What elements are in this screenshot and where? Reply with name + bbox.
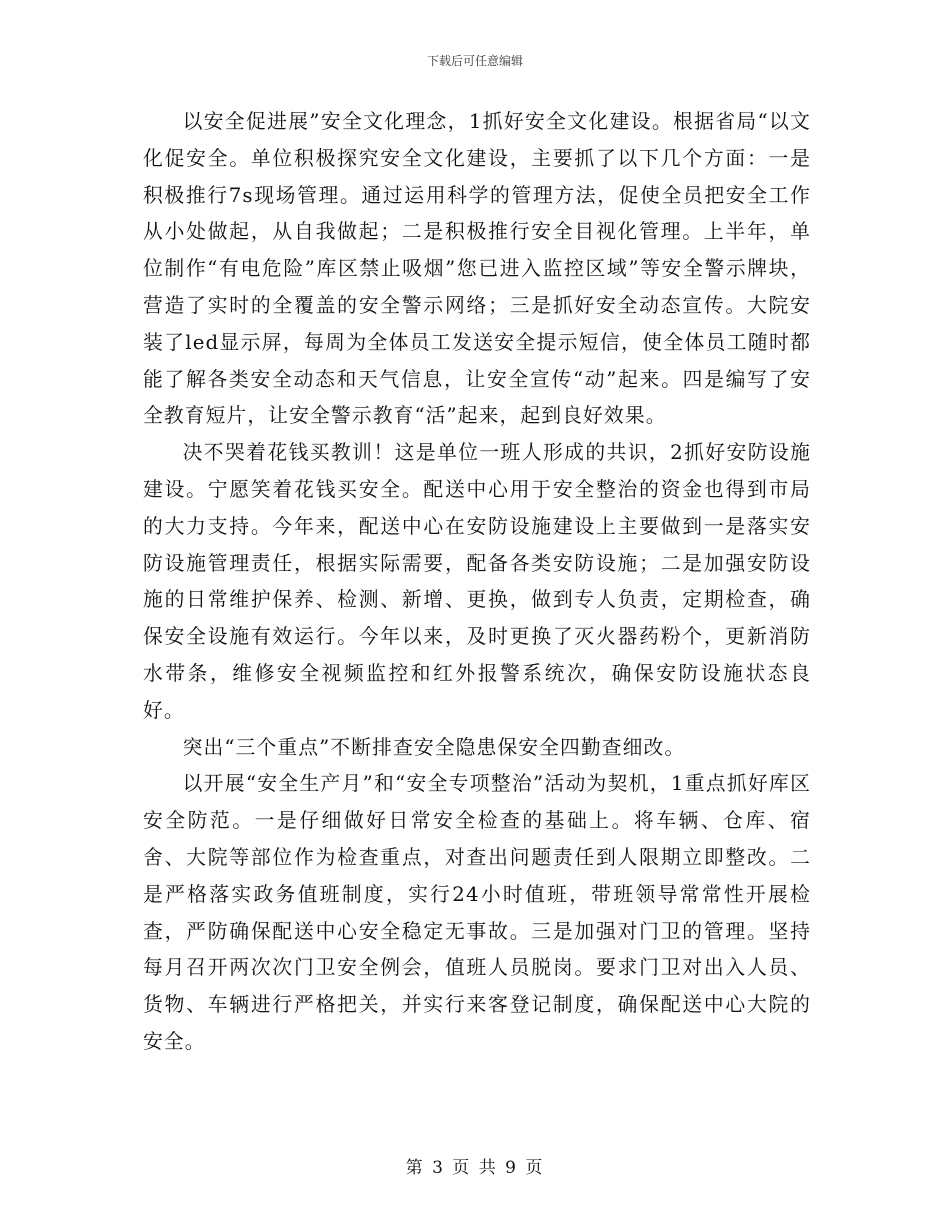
page-number: 第 3 页 共 9 页 bbox=[405, 1158, 545, 1178]
paragraph-security-facilities: 决不哭着花钱买教训！这是单位一班人形成的共识，2抓好安防设施建设。宁愿笑着花钱买安全。配送中心用于安全整治的资金也得到市局的大力支持。今年来，配送中心在安防设施建设上主要做到一是落实安防设施管理责任，根据实际需要，配备各类安防设施；二是加强安防设施的日常维护保养、检测、新增、更换，做到专人负责，定期检查，确保安全设施有效运行。今年以来，及时更换了灭火器药粉个，更新消防水带条，维修安全视频监控和红外报警系统次，确保安防设施状态良好。 bbox=[143, 441, 811, 722]
paragraph-three-key-points: 突出“三个重点”不断排查安全隐患保安全四勤查细改。 bbox=[182, 735, 686, 759]
page-header: 下载后可任意编辑 bbox=[426, 54, 523, 68]
paragraph-safety-culture: 以安全促进展”安全文化理念，1抓好安全文化建设。根据省局“以文化促安全。单位积极探究安全文化建设，主要抓了以下几个方面：一是积极推行7s现场管理。通过运用科学的管理方法，促使全员把安全工作从小处做起，从自我做起；二是积极推行安全目视化管理。上半年，单位制作“有电危险”库区禁止吸烟”您已进入监控区域”等安全警示牌块，营造了实时的全覆盖的安全警示网络；三是抓好安全动态宣传。大院安装了led显示屏，每周为全体员工发送安全提示短信，使全体员工随时都能了解各类安全动态和天气信息，让安全宣传“动”起来。四是编写了安全教育短片，让安全警示教育“活”起来，起到良好效果。 bbox=[143, 110, 811, 428]
document-body bbox=[143, 104, 811, 1061]
paragraph-warehouse-security: 以开展“安全生产月”和“安全专项整治”活动为契机，1重点抓好库区安全防范。一是仔细做好日常安全检查的基础上。将车辆、仓库、宿舍、大院等部位作为检查重点，对查出问题责任到人限期立即整改。二是严格落实政务值班制度，实行24小时值班，带班领导常常性开展检查，严防确保配送中心安全稳定无事故。三是加强对门卫的管理。坚持每月召开两次次门卫安全例会，值班人员脱岗。要求门卫对出入人员、货物、车辆进行严格把关，并实行来客登记制度，确保配送中心大院的安全。 bbox=[143, 772, 811, 1053]
